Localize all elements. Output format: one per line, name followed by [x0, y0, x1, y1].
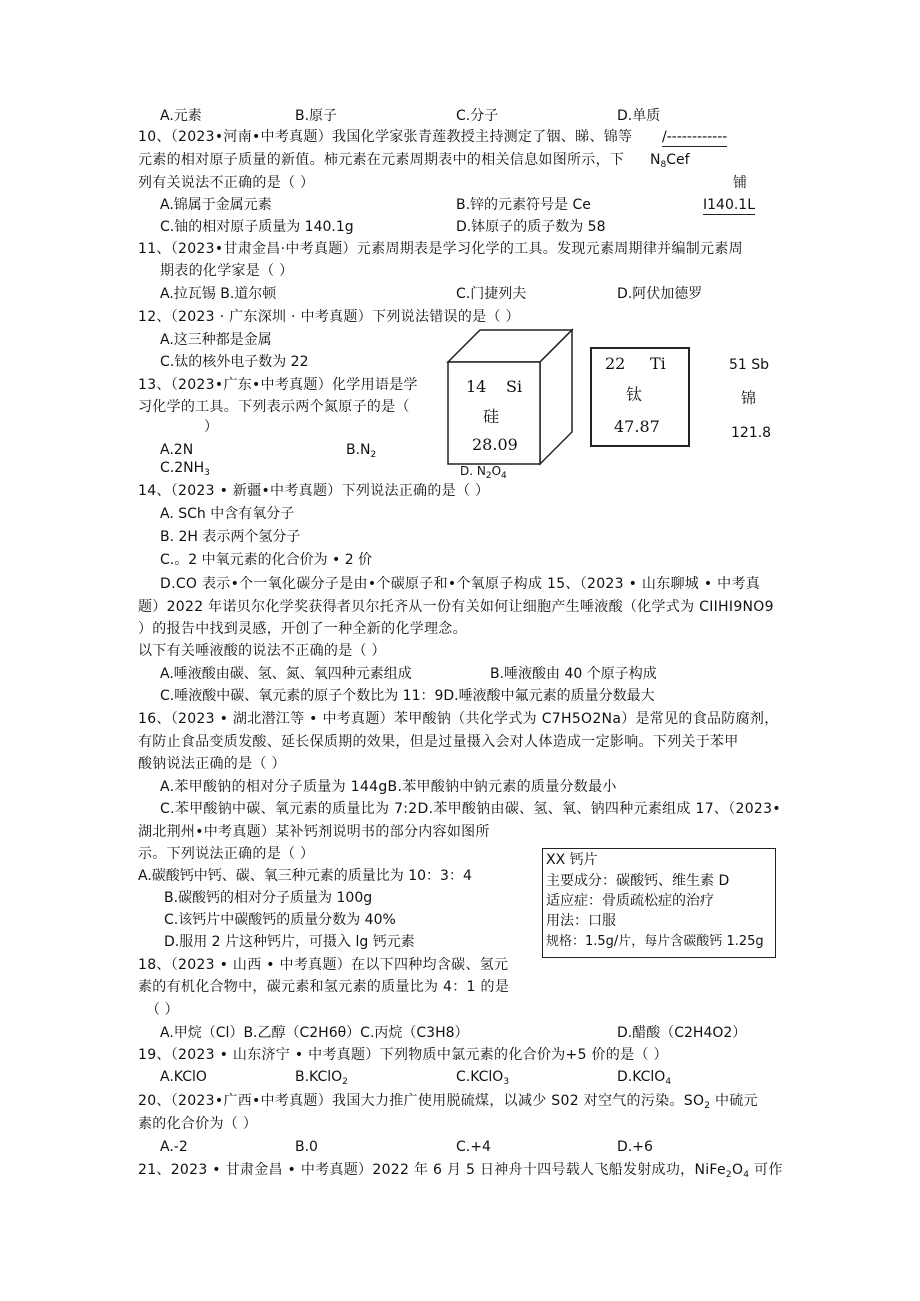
q19-option-c-main: C.KClO — [456, 1069, 504, 1085]
q10-cell-mass: I140.1L — [703, 197, 756, 213]
q9-option-c: C.分子 — [456, 108, 499, 124]
q16-option-cd: C.苯甲酸钠中碳、氧元素的质量比为 7:2D.苯甲酸钠由碳、氢、氧、钠四种元素组成 17、（2023• — [160, 801, 781, 817]
q10-cell-symbol — [650, 151, 690, 169]
q19-option-b-sub: 2 — [342, 1077, 348, 1087]
q17-option-a: A.碳酸钙中钙、碳、氧三种元素的质量比为 10：3：4 — [138, 868, 472, 884]
si-symbol: Si — [506, 377, 523, 396]
q12-option-c: C.钛的核外电子数为 22 — [160, 354, 309, 370]
q10-option-d: D.钵原子的质子数为 58 — [456, 219, 606, 235]
q15-stem-line2: 题）2022 年诺贝尔化学奖获得者贝尔托齐从一份有关如何让细胞产生唾液酸（化学式为 CIIHI9NO9 — [138, 599, 774, 615]
q14-stem: 14、（2023 • 新疆•中考真题）下列说法正确的是（ ） — [138, 483, 490, 499]
q21-stem-line1-a: 21、2023 • 甘肃金昌 • 中考真题）2022 年 6 月 5 日神舟十四号载人飞船发射成功，NiFe — [138, 1162, 726, 1178]
q19-stem: 19、（2023 • 山东济宁 • 中考真题）下列物质中氯元素的化合价为+5 价的是（ ） — [138, 1047, 668, 1063]
q13-stem-line1: 13、（2023•广东•中考真题）化学用语是学 — [138, 377, 418, 393]
q10-cell-symbol-rest: Cef — [666, 152, 690, 168]
q13-option-b-sub: 2 — [370, 450, 377, 460]
q15-stem-line3: ）的报告中找到灵感，开创了一种全新的化学理念。 — [138, 621, 467, 637]
si-atomic-mass: 28.09 — [472, 435, 518, 454]
q15-option-a: A.唾液酸由碳、氢、氮、氧四种元素组成 — [160, 666, 412, 682]
q18-stem-line1: 18、（2023 • 山西 • 中考真题）在以下四种均含碳、氢元 — [138, 957, 509, 973]
q19-option-b — [295, 1068, 348, 1086]
q20-option-d: D.+6 — [617, 1139, 653, 1155]
q17-stem-line3: 示。下列说法正确的是（ ） — [138, 846, 315, 862]
q13-option-a: A.2N — [160, 442, 194, 458]
q13-stem-line3: ） — [204, 419, 218, 435]
q10-stem-line2: 元素的相对原子质量的新值。柿元素在元素周期表中的相关信息如图所示，下 — [138, 152, 625, 168]
q20-option-a: A.-2 — [160, 1139, 188, 1155]
q13-option-d-sub2: 4 — [501, 471, 507, 481]
q10-stem-line1-tail: /------------ — [662, 129, 728, 145]
q9-option-b: B.原子 — [295, 108, 338, 124]
q18-stem-line2: 素的有机化合物中，碳元素和氢元素的质量比为 4：1 的是 — [138, 979, 510, 995]
q10-option-c: C.铀的相对原子质量为 140.1g — [160, 219, 354, 235]
q20-option-c: C.+4 — [456, 1139, 491, 1155]
q11-option-d: D.阿伏加德罗 — [617, 286, 703, 302]
q16-stem-line2: 有防止食品变质发酸、延长保质期的效果，但是过量摄入会对人体造成一定影响。下列关于苯甲 — [138, 734, 739, 750]
q13-option-c-sub: 3 — [204, 468, 210, 478]
q17-stem-line2: 湖北荆州•中考真题）某补钙剂说明书的部分内容如图所 — [138, 824, 490, 840]
q9-option-d: D.单质 — [617, 108, 661, 124]
q16-stem-line3: 酸钠说法正确的是（ ） — [138, 756, 286, 772]
q17-option-d: D.服用 2 片这种钙片，可摄入 lg 钙元素 — [164, 934, 415, 950]
ti-symbol: Ti — [650, 354, 666, 373]
si-name: 硅 — [483, 407, 500, 426]
q15-stem-line4: 以下有关唾液酸的说法不正确的是（ ） — [138, 643, 386, 659]
q18-option-d: D.醋酸（C2H4O2） — [617, 1025, 747, 1041]
q10-option-b: B.锌的元素符号是 Ce — [456, 197, 591, 213]
q14-option-a: A. SCh 中含有氧分子 — [160, 506, 295, 522]
q19-option-d-main: D.KClO — [617, 1069, 666, 1085]
q11-stem-line1: 11、（2023•甘肃金昌·中考真题）元素周期表是学习化学的工具。发现元素周期律并编制元素周 — [138, 241, 743, 257]
q10-cell-symbol-sub: 8 — [660, 160, 667, 170]
q18-option-abc: A.甲烷（Cl）B.乙醇（C2H6θ）C.丙烷（C3H8） — [160, 1025, 469, 1041]
q10-stem-line3: 列有关说法不正确的是（ ） — [138, 175, 315, 191]
q17-option-b: B.碳酸钙的相对分子质量为 100g — [164, 890, 373, 906]
q13-option-c-main: C.2NH — [160, 460, 205, 476]
label-usage: 用法：口服 — [546, 913, 616, 929]
label-title: XX 钙片 — [546, 852, 598, 868]
ti-atomic-mass: 47.87 — [614, 417, 660, 436]
q13-stem-line2: 习化学的工具。下列表示两个氮原子的是（ — [138, 399, 410, 415]
q21-stem-line1-sub: 2 — [725, 1170, 732, 1180]
q19-option-b-main: B.KClO — [295, 1069, 343, 1085]
q20-stem-line1-b: 中硫元 — [710, 1093, 758, 1109]
q20-option-b: B.0 — [295, 1139, 318, 1155]
q10-stem-line1: 10、（2023•河南•中考真题）我国化学家张青莲教授主持测定了铟、睇、锦等 — [138, 129, 633, 145]
q20-stem-line2: 素的化合价为（ ） — [138, 1116, 258, 1132]
q21-stem-line1-sub2: 4 — [743, 1170, 750, 1180]
sb-label: 51 Sb — [729, 357, 770, 373]
sb-name: 锦 — [741, 389, 757, 407]
q21-stem-line1 — [138, 1161, 783, 1179]
q13-option-b — [346, 441, 376, 459]
si-atomic-number: 14 — [466, 377, 487, 396]
q19-option-a: A.KClO — [160, 1069, 207, 1085]
ti-name: 钛 — [626, 385, 643, 404]
q13-option-c — [160, 459, 210, 477]
q11-option-ab: A.拉瓦锡 B.道尔顿 — [160, 286, 277, 302]
q20-stem-line1 — [138, 1092, 758, 1110]
q16-option-ab: A.苯甲酸钠的相对分子质量为 144gB.苯甲酸钠中钠元素的质量分数最小 — [160, 779, 617, 795]
q12-option-a: A.这三种都是金属 — [160, 332, 272, 348]
label-spec: 规格：1.5g/片，每片含碳酸钙 1.25g — [546, 934, 764, 949]
q9-option-a: A.元素 — [160, 108, 202, 124]
q19-option-d-sub: 4 — [665, 1077, 672, 1087]
q13-option-d-mid: O — [491, 464, 502, 478]
q20-stem-line1-sub: 2 — [704, 1101, 711, 1111]
q12-stem: 12、（2023 · 广东深圳 · 中考真题）下列说法错误的是（ ） — [138, 309, 520, 325]
q20-stem-line1-a: 20、（2023•广西•中考真题）我国大力推广使用脱硫煤，以减少 S02 对空气的污染。SO — [138, 1093, 705, 1109]
q18-stem-line3: （ ） — [146, 1002, 179, 1018]
sb-atomic-mass: 121.8 — [731, 425, 772, 441]
q13-option-d-main: D. N — [460, 464, 486, 478]
q17-option-c: C.该钙片中碳酸钙的质量分数为 40% — [164, 912, 396, 928]
q10-cell-name: 铺 — [733, 175, 747, 191]
label-indication: 适应症：骨质疏松症的治疗 — [546, 893, 714, 909]
q11-stem-line2: 期表的化学家是（ ） — [160, 263, 294, 279]
q21-stem-line1-b: 可作 — [749, 1162, 783, 1178]
ti-atomic-number: 22 — [605, 354, 626, 373]
q13-option-d — [460, 462, 507, 480]
q14-option-d: D.CO 表示•个一氧化碳分子是由•个碳原子和•个氧原子构成 15、（2023 • 山东聊城 • 中考真 — [160, 576, 761, 592]
q19-option-d — [617, 1068, 671, 1086]
q14-option-c: C.。2 中氧元素的化合价为 • 2 价 — [160, 552, 373, 568]
q16-stem-line1: 16、（2023 • 湖北潜江等 • 中考真题）苯甲酸钠（共化学式为 C7H5O2Na）是常见的食品防腐剂， — [138, 711, 779, 727]
q15-option-b: B.唾液酸由 40 个原子构成 — [490, 666, 657, 682]
q21-stem-line1-mid: O — [731, 1162, 744, 1178]
q14-option-b: B. 2H 表示两个氢分子 — [160, 529, 301, 545]
label-ingredients: 主要成分：碳酸钙、维生素 D — [546, 873, 730, 889]
q13-option-d-sub1: 2 — [485, 471, 492, 481]
q10-option-a: A.锦属于金属元素 — [160, 197, 272, 213]
q19-option-c-sub: 3 — [503, 1077, 510, 1087]
q10-cell-symbol-main: N — [650, 152, 661, 168]
q13-option-b-main: B.N — [346, 442, 371, 458]
q11-option-c: C.门捷列夫 — [456, 286, 527, 302]
q15-option-cd: C.唾液酸中碳、氧元素的原子个数比为 11：9D.唾液酸中氟元素的质量分数最大 — [160, 688, 655, 704]
q19-option-c — [456, 1068, 509, 1086]
